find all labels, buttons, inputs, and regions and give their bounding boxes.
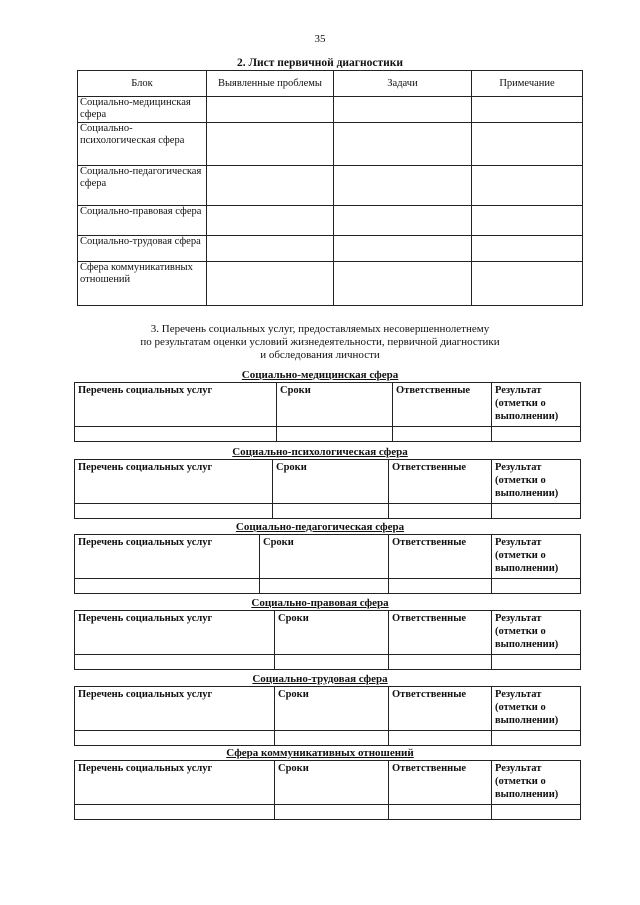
col-result: Результат (отметки о выполнении) [492, 611, 581, 655]
result-cell[interactable] [492, 427, 581, 442]
services-table-labor [74, 686, 581, 746]
section3-line2: по результатам оценки условий жизнедеятельности, первичной диагностики [140, 336, 500, 348]
services-table-psychological [74, 459, 581, 519]
diag-cell[interactable] [334, 206, 472, 236]
diag-row-label: Социально-правовая сфера [78, 206, 207, 236]
service-cell[interactable] [75, 579, 260, 594]
diag-row-label: Социально-психологическая сфера [78, 123, 207, 166]
service-cell[interactable] [75, 427, 277, 442]
col-services: Перечень социальных услуг [75, 611, 275, 655]
terms-cell[interactable] [277, 427, 393, 442]
diag-cell[interactable] [334, 262, 472, 306]
col-responsible: Ответственные [389, 535, 492, 579]
diag-cell[interactable] [334, 166, 472, 206]
diag-cell[interactable] [207, 206, 334, 236]
col-result: Результат (отметки о выполнении) [492, 687, 581, 731]
col-result: Результат (отметки о выполнении) [492, 460, 581, 504]
col-terms: Сроки [275, 611, 389, 655]
result-cell[interactable] [492, 655, 581, 670]
service-cell[interactable] [75, 805, 275, 820]
sphere-title-labor: Социально-трудовая сфера [252, 673, 388, 685]
result-cell[interactable] [492, 579, 581, 594]
services-table-medical [74, 382, 581, 442]
diag-cell[interactable] [472, 166, 583, 206]
col-services: Перечень социальных услуг [75, 460, 273, 504]
result-cell[interactable] [492, 504, 581, 519]
responsible-cell[interactable] [389, 731, 492, 746]
col-result: Результат (отметки о выполнении) [492, 383, 581, 427]
col-responsible: Ответственные [389, 460, 492, 504]
col-services: Перечень социальных услуг [75, 761, 275, 805]
col-services: Перечень социальных услуг [75, 687, 275, 731]
services-table-pedagogical [74, 534, 581, 594]
diag-row-label: Социально-педагогическая сфера [78, 166, 207, 206]
col-terms: Сроки [260, 535, 389, 579]
result-cell[interactable] [492, 731, 581, 746]
diagnostics-title: 2. Лист первичной диагностики [236, 57, 404, 69]
section3-line3: и обследования личности [260, 349, 380, 361]
diag-row-label: Социально-трудовая сфера [78, 236, 207, 262]
col-result: Результат (отметки о выполнении) [492, 535, 581, 579]
terms-cell[interactable] [275, 655, 389, 670]
service-cell[interactable] [75, 731, 275, 746]
services-section-heading [0, 323, 640, 362]
responsible-cell[interactable] [389, 504, 492, 519]
services-table-legal [74, 610, 581, 670]
diag-cell[interactable] [334, 97, 472, 123]
col-terms: Сроки [275, 761, 389, 805]
service-cell[interactable] [75, 504, 273, 519]
header-block: Блок [78, 71, 207, 97]
responsible-cell[interactable] [393, 427, 492, 442]
col-responsible: Ответственные [389, 611, 492, 655]
section3-line1: 3. Перечень социальных услуг, предоставляемых несовершеннолетнему [150, 323, 490, 335]
diag-cell[interactable] [207, 236, 334, 262]
sphere-title-psychological: Социально-психологическая сфера [232, 446, 408, 458]
diag-cell[interactable] [472, 123, 583, 166]
header-tasks: Задачи [334, 71, 472, 97]
terms-cell[interactable] [260, 579, 389, 594]
col-responsible: Ответственные [389, 687, 492, 731]
header-notes: Примечание [472, 71, 583, 97]
terms-cell[interactable] [273, 504, 389, 519]
responsible-cell[interactable] [389, 655, 492, 670]
responsible-cell[interactable] [389, 579, 492, 594]
diag-cell[interactable] [472, 97, 583, 123]
diag-cell[interactable] [334, 123, 472, 166]
diag-cell[interactable] [472, 262, 583, 306]
diag-row-label: Социально-медицинская сфера [78, 97, 207, 123]
col-terms: Сроки [277, 383, 393, 427]
diag-cell[interactable] [207, 262, 334, 306]
diag-cell[interactable] [207, 97, 334, 123]
service-cell[interactable] [75, 655, 275, 670]
sphere-title-medical: Социально-медицинская сфера [241, 369, 399, 381]
col-responsible: Ответственные [389, 761, 492, 805]
col-services: Перечень социальных услуг [75, 535, 260, 579]
diag-row-label: Сфера коммуникативных отношений [78, 262, 207, 306]
diagnostics-table [77, 70, 583, 306]
col-result: Результат (отметки о выполнении) [492, 761, 581, 805]
sphere-title-communicative: Сфера коммуникативных отношений [226, 747, 414, 759]
col-services: Перечень социальных услуг [75, 383, 277, 427]
responsible-cell[interactable] [389, 805, 492, 820]
diag-cell[interactable] [334, 236, 472, 262]
col-responsible: Ответственные [393, 383, 492, 427]
header-problems: Выявленные проблемы [207, 71, 334, 97]
services-table-communicative [74, 760, 581, 820]
result-cell[interactable] [492, 805, 581, 820]
col-terms: Сроки [275, 687, 389, 731]
sphere-title-legal: Социально-правовая сфера [251, 597, 389, 609]
terms-cell[interactable] [275, 731, 389, 746]
col-terms: Сроки [273, 460, 389, 504]
sphere-title-pedagogical: Социально-педагогическая сфера [235, 521, 405, 533]
page-number: 35 [314, 33, 326, 45]
diag-cell[interactable] [472, 236, 583, 262]
diag-cell[interactable] [207, 123, 334, 166]
diag-cell[interactable] [472, 206, 583, 236]
terms-cell[interactable] [275, 805, 389, 820]
diag-cell[interactable] [207, 166, 334, 206]
